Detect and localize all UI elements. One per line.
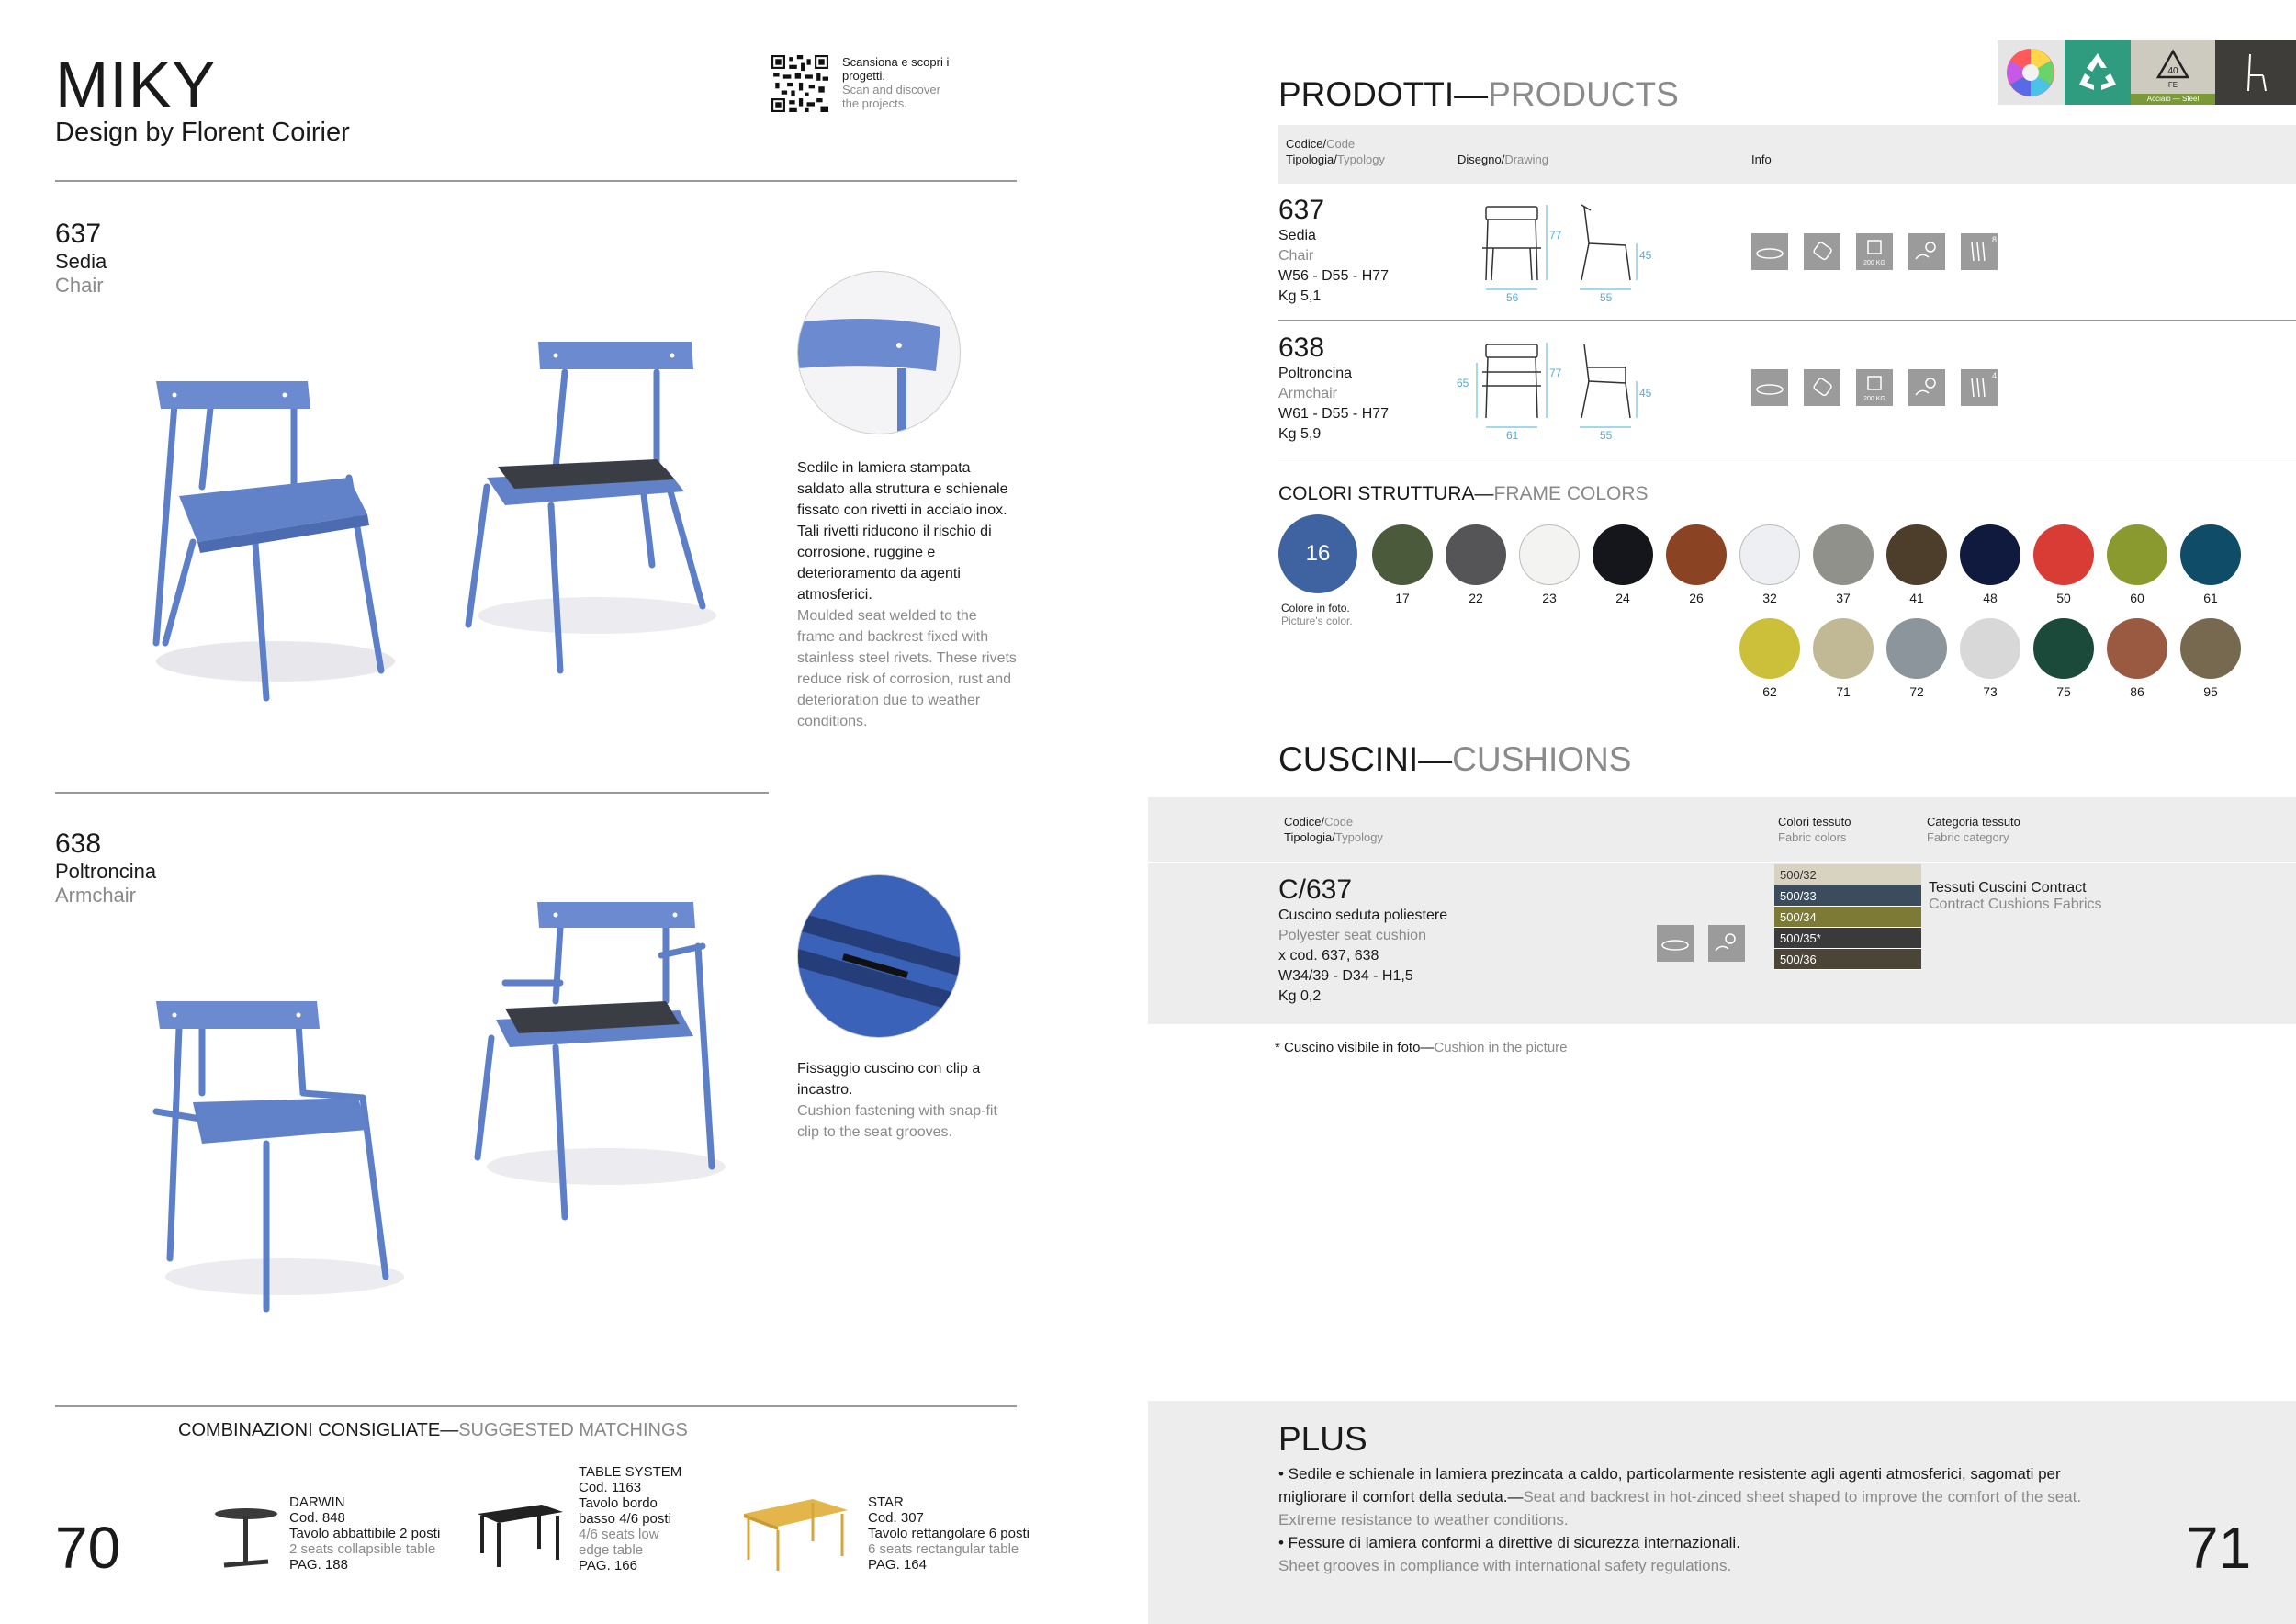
- color-swatch-23[interactable]: [1519, 524, 1580, 585]
- cushion-header-code-en: Code: [1324, 815, 1354, 829]
- weather-resistant-icon: [1708, 925, 1745, 962]
- fabric-colors-it: Colori tessuto: [1778, 815, 1851, 829]
- products-title: PRODOTTI—PRODUCTS: [1278, 75, 1679, 113]
- fabric-colors-en: Fabric colors: [1778, 830, 1847, 844]
- outdoor-icon: [1751, 369, 1788, 406]
- suggested-matchings-title: COMBINAZIONI CONSIGLIATE—SUGGESTED MATCHINGS: [178, 1420, 688, 1440]
- description-en: Cushion fastening with snap-fit clip to the seat grooves.: [797, 1103, 997, 1140]
- cushion-note: * Cuscino visibile in foto—Cushion in the picture: [1275, 1040, 1568, 1055]
- product-code: 638: [55, 829, 102, 859]
- matching-page: PAG. 164: [868, 1557, 927, 1573]
- header-info: Info: [1751, 152, 1772, 166]
- stack-count: 4: [1992, 371, 1998, 380]
- cushion-header-code: [1284, 814, 1383, 845]
- product-name-en: Armchair: [55, 884, 137, 907]
- page-title: MIKY: [55, 49, 217, 120]
- header-drawing-it: Disegno/: [1458, 152, 1505, 166]
- dim-height: 77: [1549, 367, 1562, 379]
- fabric-color-list: [1774, 864, 1921, 970]
- matching-darwin[interactable]: [289, 1494, 440, 1573]
- fabric-swatch[interactable]: 500/36: [1774, 949, 1921, 970]
- detail-backrest-image: [797, 271, 961, 434]
- page-number: 71: [2186, 1515, 2252, 1581]
- product-637-description: [797, 457, 1018, 732]
- product-name-it: Sedia: [55, 250, 107, 273]
- dim-width: 61: [1506, 429, 1519, 441]
- color-swatch-60[interactable]: [2107, 524, 2167, 585]
- matching-desc-en: 4/6 seats low edge table: [579, 1527, 659, 1558]
- outdoor-icon: [1657, 925, 1694, 962]
- cushion-header-type-en: Typology: [1334, 830, 1383, 844]
- dim-seat: 45: [1639, 249, 1652, 262]
- dim-height: 77: [1549, 229, 1562, 242]
- color-swatch-37[interactable]: [1813, 524, 1874, 585]
- row-637-info-icons: [1751, 233, 1998, 272]
- color-swatch-73[interactable]: [1960, 618, 2020, 679]
- fabric-swatch[interactable]: 500/32: [1774, 864, 1921, 885]
- cushion-details: [1278, 874, 1447, 1007]
- row-weight: Kg 5,9: [1278, 426, 1322, 442]
- cushion-note-en: Cushion in the picture: [1434, 1040, 1568, 1055]
- recycle-sub: FE: [2167, 81, 2178, 89]
- divider: [55, 1405, 1017, 1407]
- row-weight: Kg 5,1: [1278, 288, 1322, 304]
- color-code-label: 72: [1909, 684, 1924, 699]
- matching-code: Cod. 1163: [579, 1480, 642, 1495]
- matching-desc-en: 2 seats collapsible table: [289, 1541, 436, 1557]
- color-code-label: 75: [2056, 684, 2071, 699]
- qr-caption-it: Scansiona e scopri i progetti.: [842, 55, 950, 83]
- matchings-title-it: COMBINAZIONI CONSIGLIATE: [178, 1420, 441, 1440]
- matching-code: Cod. 307: [868, 1510, 924, 1526]
- matching-desc-it: Tavolo bordo basso 4/6 posti: [579, 1495, 671, 1527]
- designer-credit: Design by Florent Coirier: [55, 118, 350, 147]
- load-text: 200 KG: [1863, 396, 1885, 402]
- description-it: Fissaggio cuscino con clip a incastro.: [797, 1061, 981, 1098]
- color-swatch-62[interactable]: [1739, 618, 1800, 679]
- matching-desc-en: 6 seats rectangular table: [868, 1541, 1019, 1557]
- matching-name: DARWIN: [289, 1494, 345, 1510]
- plus-title: PLUS: [1278, 1420, 1367, 1458]
- cushion-name-it: Cuscino seduta poliestere: [1278, 908, 1448, 923]
- cushion-note-it: Cuscino visibile in foto: [1284, 1040, 1421, 1055]
- product-638-description: [797, 1058, 1018, 1143]
- color-swatch-41[interactable]: [1886, 524, 1947, 585]
- star-table-image: [739, 1495, 850, 1573]
- cushion-header-fabric-colors: [1778, 814, 1851, 845]
- load-capacity-icon: [1856, 369, 1893, 406]
- cushion-for: x cod. 637, 638: [1278, 948, 1379, 964]
- fabric-category-value: [1929, 880, 2102, 913]
- divider: [1278, 320, 2296, 321]
- row-dimensions: W61 - D55 - H77: [1278, 406, 1390, 422]
- cushions-title-it: CUSCINI: [1278, 740, 1419, 778]
- qr-caption-en: Scan and discover the projects.: [842, 83, 940, 110]
- plus-point-2-it: • Fessure di lamiera conformi a direttive di sicurezza internazionali.: [1278, 1534, 1740, 1551]
- chair-category-badge: [2215, 40, 2296, 105]
- detail-cushion-clip-image: [797, 874, 961, 1038]
- color-code-label: 24: [1615, 591, 1630, 605]
- product-637-heading: [55, 219, 107, 298]
- color-swatch-17[interactable]: [1372, 524, 1433, 585]
- recycle-badge: [2065, 40, 2131, 105]
- row-code: 637: [1278, 195, 1325, 225]
- qr-code-icon[interactable]: [771, 55, 828, 112]
- header-drawing-en: Drawing: [1504, 152, 1548, 166]
- row-name-it: Sedia: [1278, 228, 1316, 243]
- cushion-weight: Kg 0,2: [1278, 988, 1322, 1004]
- matching-name: TABLE SYSTEM: [579, 1464, 682, 1480]
- color-code-label: 48: [1983, 591, 1998, 605]
- matching-star[interactable]: [868, 1494, 1030, 1573]
- recycle-code: 40: [2167, 66, 2178, 76]
- colors-title-it: COLORI STRUTTURA: [1278, 483, 1475, 504]
- weather-resistant-icon: [1908, 233, 1945, 270]
- photo-color-label: [1281, 602, 1353, 627]
- divider: [55, 792, 769, 794]
- weather-resistant-icon: [1908, 369, 1945, 406]
- fabric-swatch[interactable]: 500/33: [1774, 885, 1921, 907]
- color-code-label: 86: [2130, 684, 2144, 699]
- stackable-icon: [1961, 369, 1998, 406]
- color-swatch-71[interactable]: [1813, 618, 1874, 679]
- header-type-it: Tipologia/: [1286, 152, 1337, 166]
- row-638-info-icons: [1751, 369, 1998, 408]
- steel-recycling-badge: [2131, 40, 2215, 105]
- stack-count: 8: [1992, 235, 1998, 244]
- color-swatch-61[interactable]: [2180, 524, 2241, 585]
- fabric-swatch[interactable]: 500/35*: [1774, 928, 1921, 949]
- chair-637-drawing: [1460, 197, 1662, 303]
- header-code-type: [1286, 136, 1385, 167]
- qr-caption: [842, 55, 952, 110]
- colors-title-en: FRAME COLORS: [1493, 483, 1649, 504]
- matching-page: PAG. 166: [579, 1558, 637, 1573]
- page-number: 70: [55, 1515, 121, 1581]
- header-code-it: Codice/: [1286, 137, 1327, 151]
- cushion-header-type-it: Tipologia/: [1284, 830, 1335, 844]
- color-code-label: 71: [1836, 684, 1851, 699]
- color-swatch-24[interactable]: [1593, 524, 1653, 585]
- galvanized-icon: [1804, 369, 1840, 406]
- header-code-en: Code: [1326, 137, 1356, 151]
- galvanized-icon: [1804, 233, 1840, 270]
- header-drawing: [1458, 152, 1548, 167]
- fabric-cat-it: Categoria tessuto: [1927, 815, 2020, 829]
- recycle-icon: [2065, 40, 2131, 105]
- cushion-header-fabric-category: [1927, 814, 2020, 845]
- color-code-label: 37: [1836, 591, 1851, 605]
- steel-label: Acciaio — Steel: [2131, 94, 2215, 105]
- photo-color-swatch[interactable]: 16: [1278, 514, 1357, 593]
- armchair-638-drawing: [1451, 335, 1662, 441]
- row-code: 638: [1278, 333, 1325, 363]
- product-row-637: [1278, 195, 1389, 307]
- cushion-header-code-it: Codice/: [1284, 815, 1325, 829]
- chair-icon: [2215, 40, 2296, 105]
- fabric-category-it: Tessuti Cuscini Contract: [1929, 880, 2087, 896]
- row-name-en: Armchair: [1278, 386, 1338, 401]
- dim-arm: 65: [1457, 377, 1469, 389]
- plus-point-1-it: • Sedile e schienale in lamiera prezincata a caldo, particolarmente resistente agli agenti atmosferici, sagomati per migliorare il comfort della seduta.: [1278, 1465, 2061, 1506]
- color-swatch-32[interactable]: [1739, 524, 1800, 585]
- armchair-638-photo-left: [138, 983, 413, 1314]
- outdoor-icon: [1751, 233, 1788, 270]
- color-code-label: 50: [2056, 591, 2071, 605]
- dim-seat: 45: [1639, 387, 1652, 400]
- product-638-heading: [55, 829, 156, 908]
- cushions-title: CUSCINI—CUSHIONS: [1278, 740, 1632, 778]
- color-wheel-badge: [1998, 40, 2065, 105]
- color-code-label: 32: [1762, 591, 1777, 605]
- photo-color-label-en: Picture's color.: [1281, 615, 1353, 627]
- frame-colors-title: COLORI STRUTTURA—FRAME COLORS: [1278, 483, 1649, 504]
- color-code-label: 60: [2130, 591, 2144, 605]
- color-swatch-48[interactable]: [1960, 524, 2020, 585]
- chair-637-photo-left: [129, 358, 404, 707]
- color-swatch-26[interactable]: [1666, 524, 1727, 585]
- photo-color-label-it: Colore in foto.: [1281, 602, 1350, 615]
- product-code: 637: [55, 219, 102, 249]
- color-code-label: 41: [1909, 591, 1924, 605]
- dim-depth: 55: [1600, 291, 1613, 303]
- plus-content: [1278, 1420, 2105, 1577]
- color-code-label: 95: [2203, 684, 2218, 699]
- color-swatch-50[interactable]: [2033, 524, 2094, 585]
- cushions-title-en: CUSHIONS: [1452, 740, 1632, 778]
- color-code-label: 22: [1469, 591, 1483, 605]
- products-table-header: [1278, 125, 2296, 184]
- dim-width: 56: [1506, 291, 1519, 303]
- load-text: 200 KG: [1863, 260, 1885, 266]
- color-code-label: 17: [1395, 591, 1410, 605]
- color-swatch-86[interactable]: [2107, 618, 2167, 679]
- matching-code: Cod. 848: [289, 1510, 345, 1526]
- color-code-label: 73: [1983, 684, 1998, 699]
- products-title-it: PRODOTTI: [1278, 75, 1455, 113]
- darwin-table-image: [213, 1506, 279, 1573]
- certification-badges: [1998, 40, 2296, 105]
- row-dimensions: W56 - D55 - H77: [1278, 268, 1390, 284]
- row-name-en: Chair: [1278, 248, 1314, 264]
- color-code-label: 23: [1542, 591, 1557, 605]
- recycle-triangle-icon: [2131, 40, 2215, 94]
- color-code-label: 26: [1689, 591, 1704, 605]
- product-name-it: Poltroncina: [55, 860, 157, 883]
- matching-desc-it: Tavolo abbattibile 2 posti: [289, 1526, 441, 1541]
- product-name-en: Chair: [55, 274, 104, 297]
- matchings-title-en: SUGGESTED MATCHINGS: [458, 1420, 688, 1440]
- cushion-code: C/637: [1278, 874, 1353, 905]
- fabric-swatch[interactable]: 500/34: [1774, 907, 1921, 928]
- cushion-name-en: Polyester seat cushion: [1278, 928, 1426, 943]
- header-type-en: Typology: [1336, 152, 1385, 166]
- dim-depth: 55: [1600, 429, 1613, 441]
- matching-desc-it: Tavolo rettangolare 6 posti: [868, 1526, 1030, 1541]
- color-wheel-icon: [1998, 40, 2065, 105]
- description-it: Sedile in lamiera stampata saldato alla struttura e schienale fissato con rivetti in acciaio inox. Tali rivetti riducono il rischio di corrosione, ruggine e deterioramento da agenti atmosferici.: [797, 460, 1008, 603]
- matching-name: STAR: [868, 1494, 904, 1510]
- products-title-en: PRODUCTS: [1488, 75, 1679, 113]
- color-swatch-72[interactable]: [1886, 618, 1947, 679]
- plus-point-2-en: Sheet grooves in compliance with international safety regulations.: [1278, 1557, 1732, 1574]
- matching-table-system[interactable]: [579, 1464, 684, 1573]
- load-capacity-icon: [1856, 233, 1893, 270]
- description-en: Moulded seat welded to the frame and backrest fixed with stainless steel rivets. These rivets reduce risk of corrosion, rust and deterioration due to weather conditions.: [797, 608, 1017, 729]
- fabric-cat-en: Fabric category: [1927, 830, 2009, 844]
- plus-point-1-en: Seat and backrest in hot-zinced sheet shaped to improve the comfort of the seat. Extreme resistance to weather conditions.: [1278, 1488, 2082, 1528]
- fabric-category-en: Contract Cushions Fabrics: [1929, 897, 2102, 912]
- color-swatch-75[interactable]: [2033, 618, 2094, 679]
- product-row-638: [1278, 333, 1389, 445]
- stackable-icon: [1961, 233, 1998, 270]
- table-system-image: [473, 1503, 565, 1569]
- color-code-label: 62: [1762, 684, 1777, 699]
- armchair-638-photo-right: [468, 891, 744, 1222]
- cushion-table-header: [1148, 797, 2296, 862]
- matching-page: PAG. 188: [289, 1557, 348, 1573]
- row-name-it: Poltroncina: [1278, 366, 1353, 381]
- color-swatch-95[interactable]: [2180, 618, 2241, 679]
- divider: [55, 180, 1017, 182]
- plus-point-1: • Sedile e schienale in lamiera prezincata a caldo, particolarmente resistente agli agenti atmosferici, sagomati per migliorare il comfort della seduta.—Seat and backrest in hot-zinced sheet shaped to improve the comfort of the seat. Extreme resistance to weather conditions.: [1278, 1465, 2082, 1528]
- chair-637-photo-right: [459, 331, 735, 680]
- color-code-label: 61: [2203, 591, 2218, 605]
- color-swatch-22[interactable]: [1446, 524, 1506, 585]
- cushion-dimensions: W34/39 - D34 - H1,5: [1278, 968, 1413, 984]
